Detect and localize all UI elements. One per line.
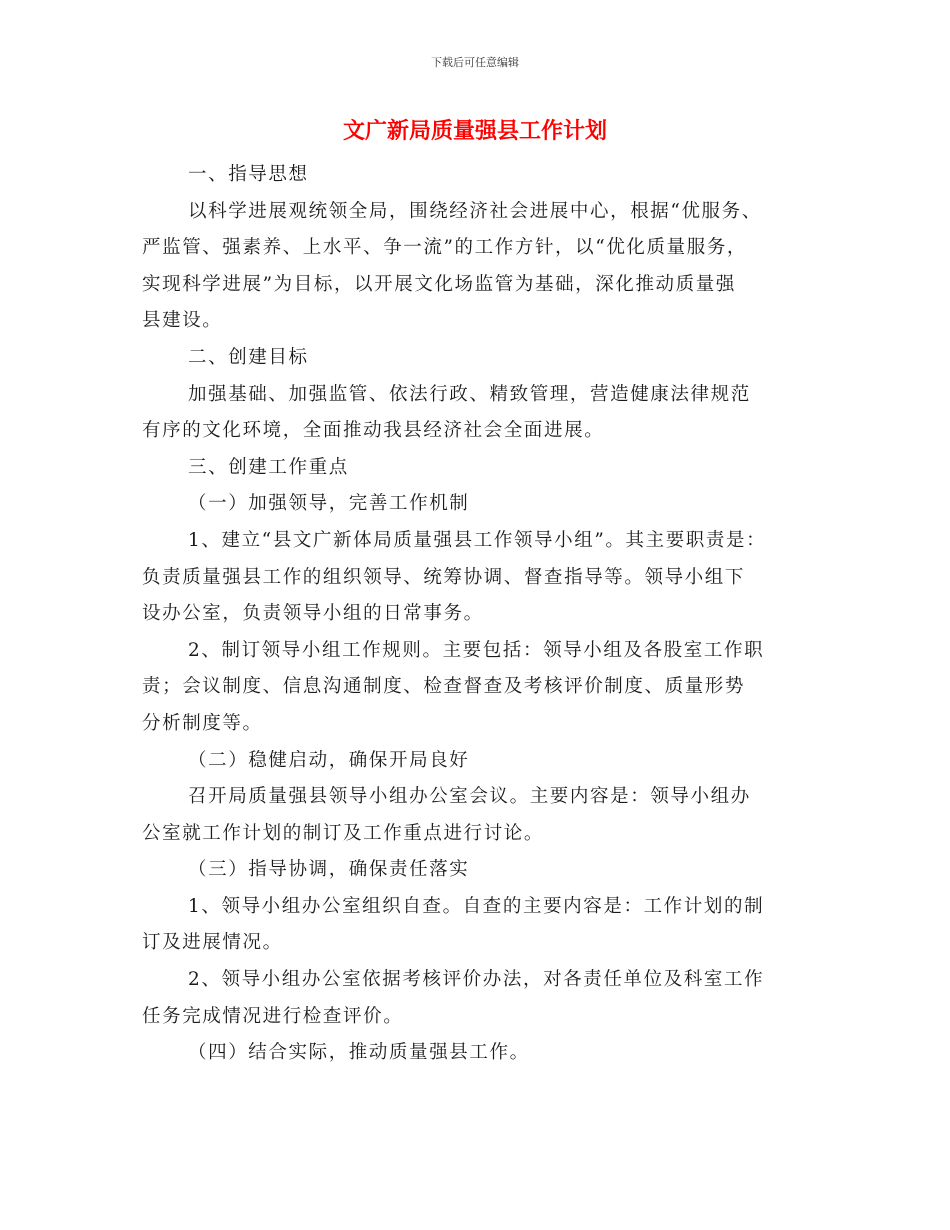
- body-line: （三）指导协调，确保责任落实: [188, 859, 470, 881]
- body-line: 任务完成情况进行检查评价。: [142, 1005, 404, 1027]
- body-line: （二）稳健启动，确保开局良好: [188, 749, 470, 771]
- body-line: 公室就工作计划的制订及工作重点进行讨论。: [142, 822, 545, 844]
- document-body: [142, 157, 812, 1072]
- document-title: 文广新局质量强县工作计划: [342, 119, 607, 144]
- body-line: 有序的文化环境，全面推动我县经济社会全面进展。: [142, 420, 605, 442]
- body-line: 以科学进展观统领全局，围绕经济社会进展中心，根据“优服务、: [188, 200, 762, 222]
- body-line: 1、领导小组办公室组织自查。自查的主要内容是：工作计划的制: [188, 895, 765, 917]
- body-line: 召开局质量强县领导小组办公室会议。主要内容是：领导小组办: [188, 786, 751, 808]
- body-line: 分析制度等。: [142, 712, 263, 734]
- body-line: 设办公室，负责领导小组的日常事务。: [142, 603, 484, 625]
- body-line: 2、制订领导小组工作规则。主要包括：领导小组及各股室工作职: [188, 639, 765, 661]
- body-line: 订及进展情况。: [142, 932, 283, 954]
- body-line: （四）结合实际，推动质量强县工作。: [188, 1042, 530, 1064]
- body-line: 严监管、强素养、上水平、争一流”的工作方针，以“优化质量服务，: [142, 237, 748, 259]
- body-line: 责；会议制度、信息沟通制度、检查督查及考核评价制度、质量形势: [142, 676, 746, 698]
- body-line: 县建设。: [142, 310, 223, 332]
- body-line: 三、创建工作重点: [188, 456, 349, 478]
- body-line: 2、领导小组办公室依据考核评价办法，对各责任单位及科室工作: [188, 969, 765, 991]
- body-line: 负责质量强县工作的组织领导、统筹协调、督查指导等。领导小组下: [142, 566, 746, 588]
- body-line: 1、建立“县文广新体局质量强县工作领导小组”。其主要职责是：: [188, 529, 767, 551]
- body-line: （一）加强领导，完善工作机制: [188, 493, 470, 515]
- body-line: 二、创建目标: [188, 346, 309, 368]
- body-line: 一、指导思想: [188, 164, 309, 185]
- header-note: 下载后可任意编辑: [431, 56, 519, 69]
- body-line: 实现科学进展”为目标，以开展文化场监管为基础，深化推动质量强: [142, 273, 736, 295]
- body-line: 加强基础、加强监管、依法行政、精致管理，营造健康法律规范: [188, 383, 751, 405]
